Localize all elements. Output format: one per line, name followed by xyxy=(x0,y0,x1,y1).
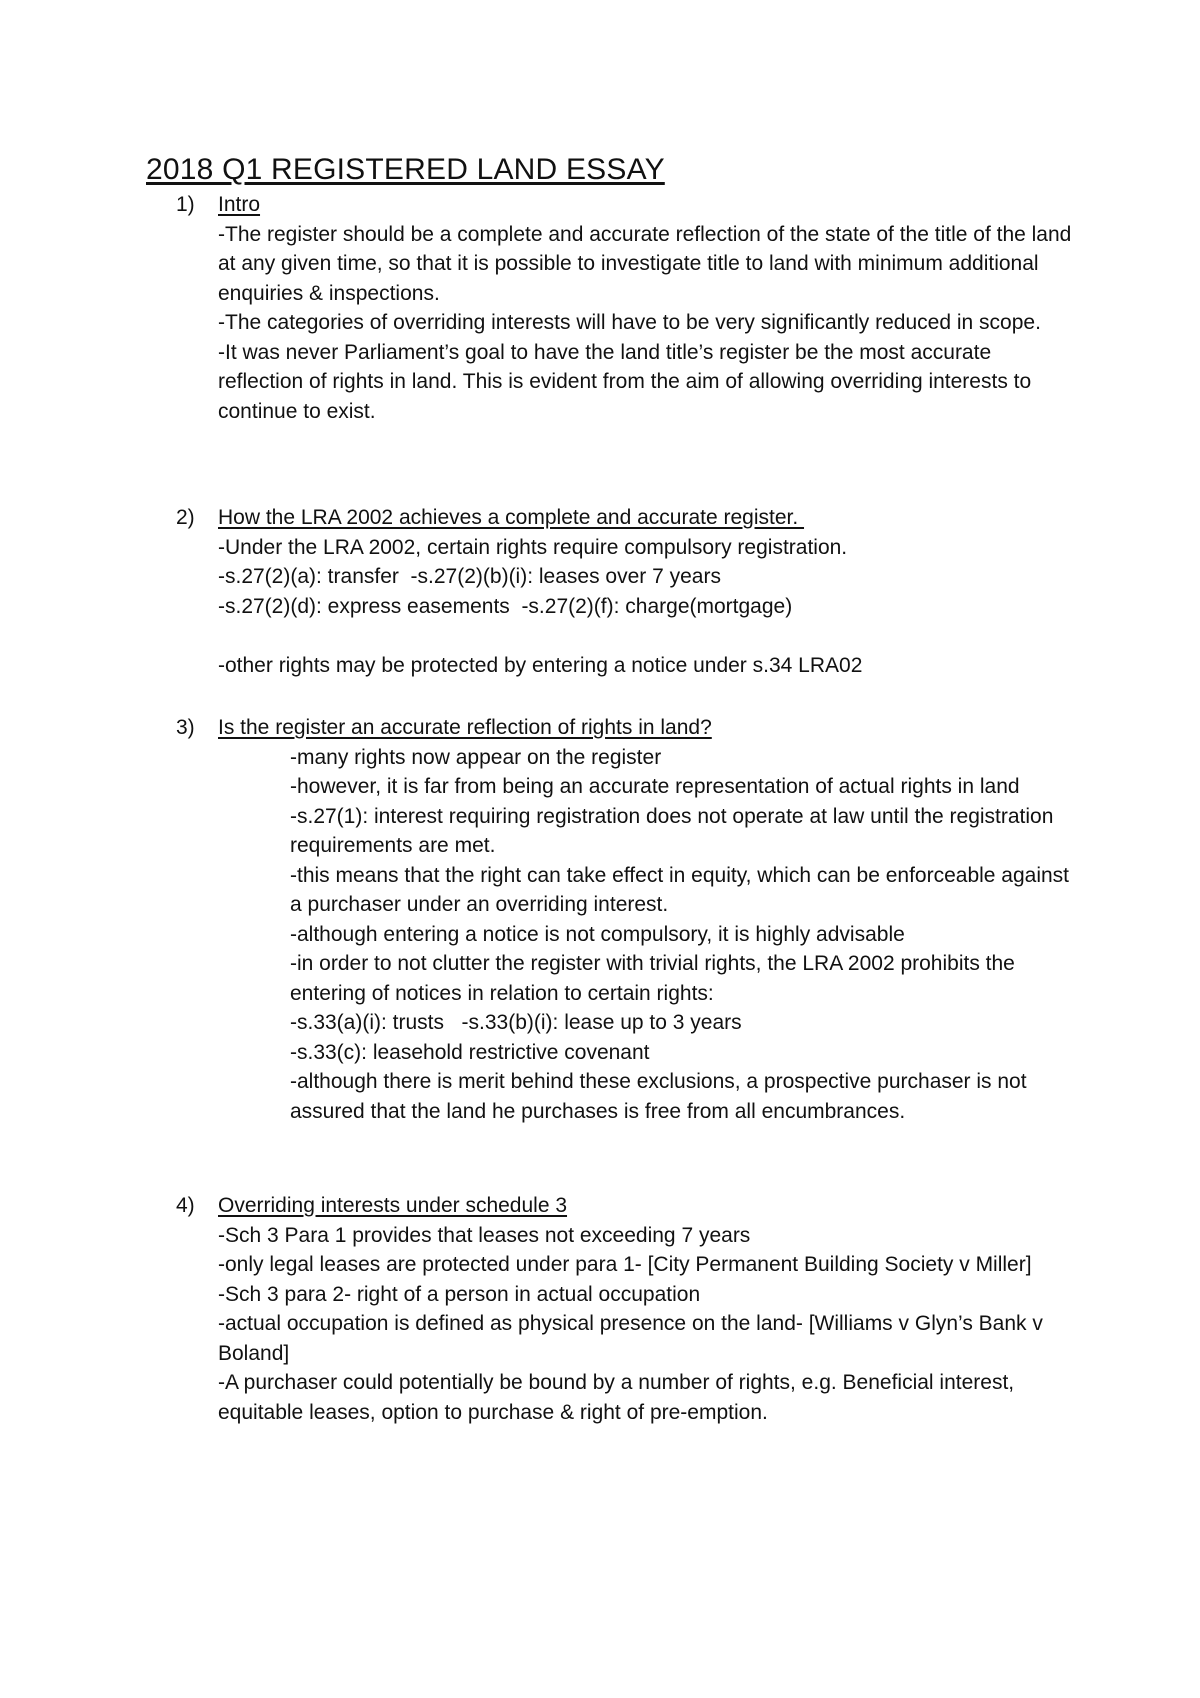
paragraph-line: -although entering a notice is not compulsory, it is highly advisable xyxy=(290,922,905,946)
paragraph-line: -however, it is far from being an accurate representation of actual rights in land xyxy=(290,775,1020,798)
paragraph-line: -s.27(2)(a): transfer -s.27(2)(b)(i): leases over 7 years xyxy=(218,565,721,588)
blank-line xyxy=(218,621,1078,651)
paragraph-line: -Sch 3 para 2- right of a person in actual occupation xyxy=(218,1282,701,1306)
section-heading: Intro xyxy=(218,193,261,216)
section-heading: Overriding interests under schedule 3 xyxy=(218,1194,568,1217)
paragraph-line: -only legal leases are protected under para 1- [City Permanent Building Society v Miller] xyxy=(218,1253,1032,1276)
section-lra-2002 xyxy=(176,503,1078,680)
paragraph-line: -in order to not clutter the register with trivial rights, the LRA 2002 prohibits the entering of notices in relation to certain rights: xyxy=(290,952,1021,1005)
section-register-accuracy xyxy=(176,713,1078,1126)
paragraph-line: -The register should be a complete and accurate reflection of the state of the title of the land at any given time, so that it is possible to investigate title to land with minimum additional enquiries & inspections. xyxy=(218,222,1078,305)
paragraph-line: -s.27(1): interest requiring registration does not operate at law until the registration requirements are met. xyxy=(290,804,1060,857)
paragraph-line: -A purchaser could potentially be bound by a number of rights, e.g. Beneficial interest, equitable leases, option to purchase & right of pre-emption. xyxy=(218,1371,1020,1424)
paragraph-line: -s.27(2)(d): express easements -s.27(2)(f): charge(mortgage) xyxy=(218,594,793,618)
document-title: 2018 Q1 REGISTERED LAND ESSAY xyxy=(146,153,665,186)
section-number: 2) xyxy=(176,506,195,529)
paragraph-line: -The categories of overriding interests will have to be very significantly reduced in scope. xyxy=(218,311,1041,334)
paragraph-line: -s.33(a)(i): trusts -s.33(b)(i): lease up to 3 years xyxy=(290,1011,742,1034)
paragraph-line: -It was never Parliament’s goal to have the land title’s register be the most accurate reflection of rights in land. This is evident from the aim of allowing overriding interests to continue to exist. xyxy=(218,340,1038,423)
paragraph-line: -other rights may be protected by entering a notice under s.34 LRA02 xyxy=(218,653,863,677)
paragraph-line: -Under the LRA 2002, certain rights require compulsory registration. xyxy=(218,535,848,559)
paragraph-line: -s.33(c): leasehold restrictive covenant xyxy=(290,1040,650,1064)
section-number: 3) xyxy=(176,716,195,739)
section-heading: Is the register an accurate reflection of rights in land? xyxy=(218,716,712,739)
section-heading: How the LRA 2002 achieves a complete and accurate register. xyxy=(218,506,805,529)
section-number: 4) xyxy=(176,1194,195,1217)
paragraph-line: -although there is merit behind these exclusions, a prospective purchaser is not assured that the land he purchases is free from all encumbrances. xyxy=(290,1070,1033,1123)
section-body xyxy=(218,743,1078,1127)
paragraph-line: -many rights now appear on the register xyxy=(290,745,662,769)
section-number: 1) xyxy=(176,193,195,216)
section-overriding-interests xyxy=(176,1191,1078,1427)
section-body xyxy=(218,1221,1078,1428)
section-body xyxy=(218,533,1078,681)
section-intro xyxy=(176,190,1078,426)
paragraph-line: -this means that the right can take effect in equity, which can be enforceable against a purchaser under an overriding interest. xyxy=(290,863,1075,916)
section-body xyxy=(218,220,1078,427)
paragraph-line: -Sch 3 Para 1 provides that leases not exceeding 7 years xyxy=(218,1223,751,1247)
paragraph-line: -actual occupation is defined as physical presence on the land- [Williams v Glyn’s Bank v Boland] xyxy=(218,1312,1049,1365)
